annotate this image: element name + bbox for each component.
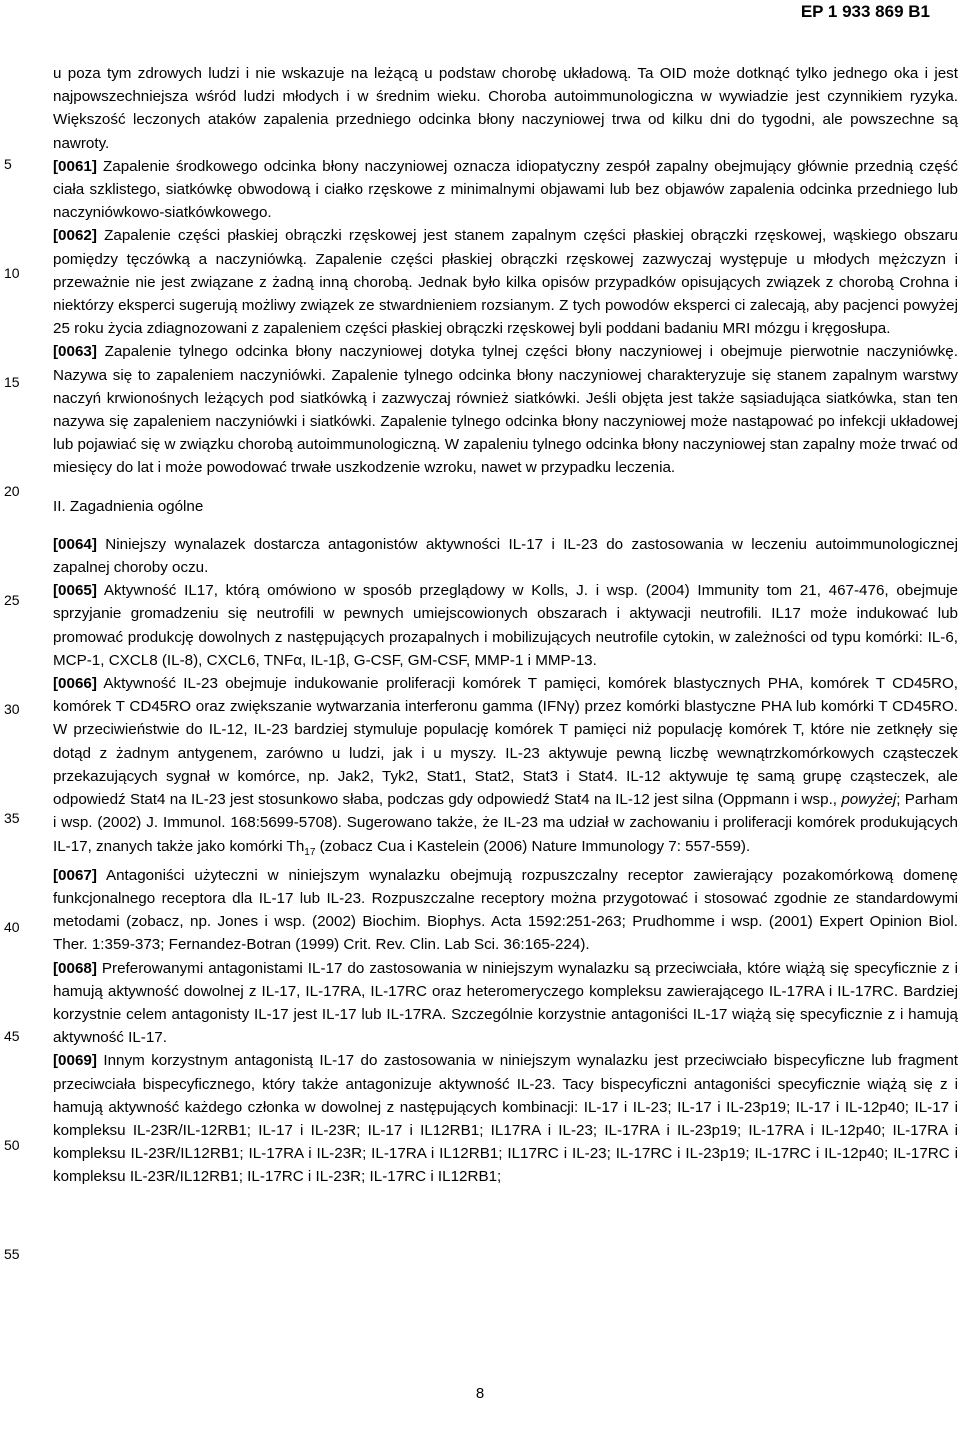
line-number: 55 <box>4 1246 20 1262</box>
paragraph <box>53 62 958 155</box>
paragraph-text: Innym korzystnym antagonistą IL-17 do zastosowania w niniejszym wynalazku jest przeciwciało bispecyficzne lub fragment przeciwciała bispecyficznego, który także antagonizuje aktywność IL-23. Tacy bispecyficzni antagoniści specyficznie wiążą się z i hamują aktywność każdego członka w dowolnej z następujących kombinacji: IL-17 i IL-23; IL-17 i IL-23p19; IL-17 i IL-12p40; IL-17 i kompleksu IL-23R/IL-12RB1; IL-17 i IL-23R; IL-17 i IL12RB1; IL17RA i IL-23; IL-17RA i IL-23p19; IL-17RA i IL-12p40; IL-17RA i kompleksu IL-23R/IL12RB1; IL-17RA i IL-23R; IL-17RA i IL12RB1; IL17RC i IL-23; IL-17RC i IL-23p19; IL-17RC i IL-12p40; IL-17RC i kompleksu IL-23R/IL12RB1; IL-17RC i IL-23R; IL-17RC i IL12RB1; <box>53 1052 958 1186</box>
line-number: 30 <box>4 701 20 717</box>
paragraph-0066 <box>53 672 958 864</box>
paragraph-number: [0068] <box>53 959 97 977</box>
paragraph-number: [0065] <box>53 582 97 600</box>
line-number: 25 <box>4 592 20 608</box>
paragraph-number: [0063] <box>53 343 97 361</box>
paragraph-0067 <box>53 864 958 957</box>
line-number: 20 <box>4 483 20 499</box>
paragraph-number: [0062] <box>53 227 97 245</box>
paragraph-text: (zobacz Cua i Kastelein (2006) Nature Immunology 7: 557-559). <box>315 837 751 855</box>
paragraph-number: [0066] <box>53 675 97 693</box>
paragraph-number: [0064] <box>53 535 97 553</box>
paragraph-number: [0069] <box>53 1052 97 1070</box>
paragraph-0063 <box>53 340 958 479</box>
paragraph-text: ; Parham i wsp. (2002) J. Immunol. 168:5699-5708). Sugerowano także, że IL-23 ma udział w zachowaniu i proliferacji komórek produkujących IL-17, znanych także jako komórki Th <box>53 791 958 855</box>
line-number: 15 <box>4 374 20 390</box>
paragraph-text: Zapalenie części płaskiej obrączki rzęskowej jest stanem zapalnym części płaskiej obrączki rzęskowej, wąskiego obszaru pomiędzy tęczówką a naczyniówką. Zapalenie części płaskiej obrączki rzęskowej zazwyczaj występuje u młodych mężczyzn i przeważnie nie jest związane z żadną inną chorobą. Jednak było kilka opisów przypadków opisujących związek z chorobą Crohna i niektórzy eksperci sugerują możliwy związek ze stwardnieniem rozsianym. Z tych powodów eksperci ci zalecają, aby pacjenci powyżej 25 roku życia zdiagnozowani z zapaleniem części płaskiej obrączki rzęskowej byli poddani badaniu MRI mózgu i kręgosłupa. <box>53 227 958 338</box>
paragraph-number: [0067] <box>53 866 97 884</box>
paragraph-0065 <box>53 579 958 672</box>
subscript-text: 17 <box>304 846 316 858</box>
paragraph-text: Aktywność IL-23 obejmuje indukowanie proliferacji komórek T pamięci, komórek blastycznych PHA, komórek T CD45RO, komórek T CD45RO oraz zwiększanie wytwarzania interferonu gamma (IFNγ) przez komórki blastyczne PHA lub komórki T CD45RO. W przeciwieństwie do IL-12, IL-23 bardziej stymuluje populację komórek T pamięci niż populację komórek T, które nie zetknęły się dotąd z żadnym antygenem, zarówno u ludzi, jak i u myszy. IL-23 aktywuje pewną liczbę wewnątrzkomórkowych cząsteczek przekazujących sygnał w komórce, np. Jak2, Tyk2, Stat1, Stat2, Stat3 i Stat4. IL-12 aktywuje tę samą grupę cząsteczek, ale odpowiedź Stat4 na IL-23 jest stosunkowo słaba, podczas gdy odpowiedź Stat4 na IL-12 jest silna (Oppmann i wsp., <box>53 675 958 809</box>
line-number: 35 <box>4 810 20 826</box>
paragraph-text: Preferowanymi antagonistami IL-17 do zastosowania w niniejszym wynalazku są przeciwciała, które wiążą się specyficznie z i hamują aktywność dowolnej z IL-17, IL-17RA, IL-17RC oraz heteromeryczego kompleksu zawierającego IL-17RA i IL-17RC. Bardziej korzystnie celem antagonisty IL-17 jest IL-17 lub IL-17RA. Szczególnie korzystnie antagoniści IL-17 wiążą się specyficznie z i hamują aktywność IL-17. <box>53 959 958 1047</box>
paragraph-number: [0061] <box>53 157 97 175</box>
publication-number: EP 1 933 869 B1 <box>800 2 930 21</box>
paragraph-0062 <box>53 224 958 340</box>
line-number: 5 <box>4 156 12 172</box>
page-number: 8 <box>475 1385 485 1402</box>
paragraph-text: Niniejszy wynalazek dostarcza antagonistów aktywności IL-17 i IL-23 do zastosowania w leczeniu autoimmunologicznej zapalnej choroby oczu. <box>53 535 958 577</box>
italic-text: powyżej <box>841 791 897 809</box>
document-body <box>53 62 958 1189</box>
section-heading: II. Zagadnienia ogólne <box>53 497 204 515</box>
line-number: 50 <box>4 1137 20 1153</box>
paragraph-0069 <box>53 1049 958 1188</box>
paragraph-text: Antagoniści użyteczni w niniejszym wynalazku obejmują rozpuszczalny receptor zawierający pozakomórkową domenę funkcjonalnego receptora dla IL-17 lub IL-23. Rozpuszczalne receptory można przygotować i stosować zgodnie ze standardowymi metodami (zobacz, np. Jones i wsp. (2002) Biochim. Biophys. Acta 1592:251-263; Prudhomme i wsp. (2001) Expert Opinion Biol. Ther. 1:359-373; Fernandez-Botran (1999) Crit. Rev. Clin. Lab Sci. 36:165-224). <box>53 866 958 954</box>
line-number: 45 <box>4 1028 20 1044</box>
line-number: 40 <box>4 919 20 935</box>
line-number: 10 <box>4 265 20 281</box>
paragraph-0064 <box>53 533 958 579</box>
paragraph-0061 <box>53 155 958 225</box>
paragraph-text: Zapalenie tylnego odcinka błony naczyniowej dotyka tylnej części błony naczyniowej i obejmuje pierwotnie naczyniówkę. Nazywa się to zapaleniem naczyniówki. Zapalenie tylnego odcinka błony naczyniowej charakteryzuje się stanem zapalnym warstwy naczyń krwionośnych leżących pod siatkówką i zazwyczaj również siatkówki. Jeśli objęta jest także sąsiadująca siatkówka, stan ten nazywa się zapaleniem naczyniówki i siatkówki. Zapalenie tylnego odcinka błony naczyniowej może nastąpować po infekcji układowej lub pojawiać się w związku chorobą autoimmunologiczną. W zapaleniu tylnego odcinka błony naczyniowej stan zapalny może trwać od miesięcy do lat i może powodować trwałe uszkodzenie wzroku, nawet w przypadku leczenia. <box>53 343 958 477</box>
line-number-gutter <box>0 0 22 1433</box>
paragraph-text: u poza tym zdrowych ludzi i nie wskazuje na leżącą u podstaw chorobę układową. Ta OID może dotknąć tylko jednego oka i jest najpowszechniejsza wśród ludzi młodych i w średnim wieku. Choroba autoimmunologiczna w wywiadzie jest czynnikiem ryzyka. Większość leczonych ataków zapalenia przedniego odcinka błony naczyniowej trwa od kilku dni do tygodni, ale powszechne są nawroty. <box>53 65 958 152</box>
paragraph-text: Aktywność IL17, którą omówiono w sposób przeglądowy w Kolls, J. i wsp. (2004) Immunity tom 21, 467-476, obejmuje sprzyjanie gromadzeniu się neutrofili w pewnych umiejscowionych obszarach i aktywacji neutrofili. IL17 może indukować lub promować produkcję dowolnych z następujących prozapalnych i mobilizujących neutrofile cytokin, w zależności od typu komórki: IL-6, MCP-1, CXCL8 (IL-8), CXCL6, TNFα, IL-1β, G-CSF, GM-CSF, MMP-1 i MMP-13. <box>53 582 958 669</box>
paragraph-text: Zapalenie środkowego odcinka błony naczyniowej oznacza idiopatyczny zespół zapalny obejmujący głównie przednią część ciała szklistego, siatkówkę obwodową i ciałko rzęskowe z minimalnymi objawami lub bez objawów zapalenia odcinka przedniego lub naczyniówkowo-siatkówkowego. <box>53 157 958 222</box>
paragraph-0068 <box>53 957 958 1050</box>
